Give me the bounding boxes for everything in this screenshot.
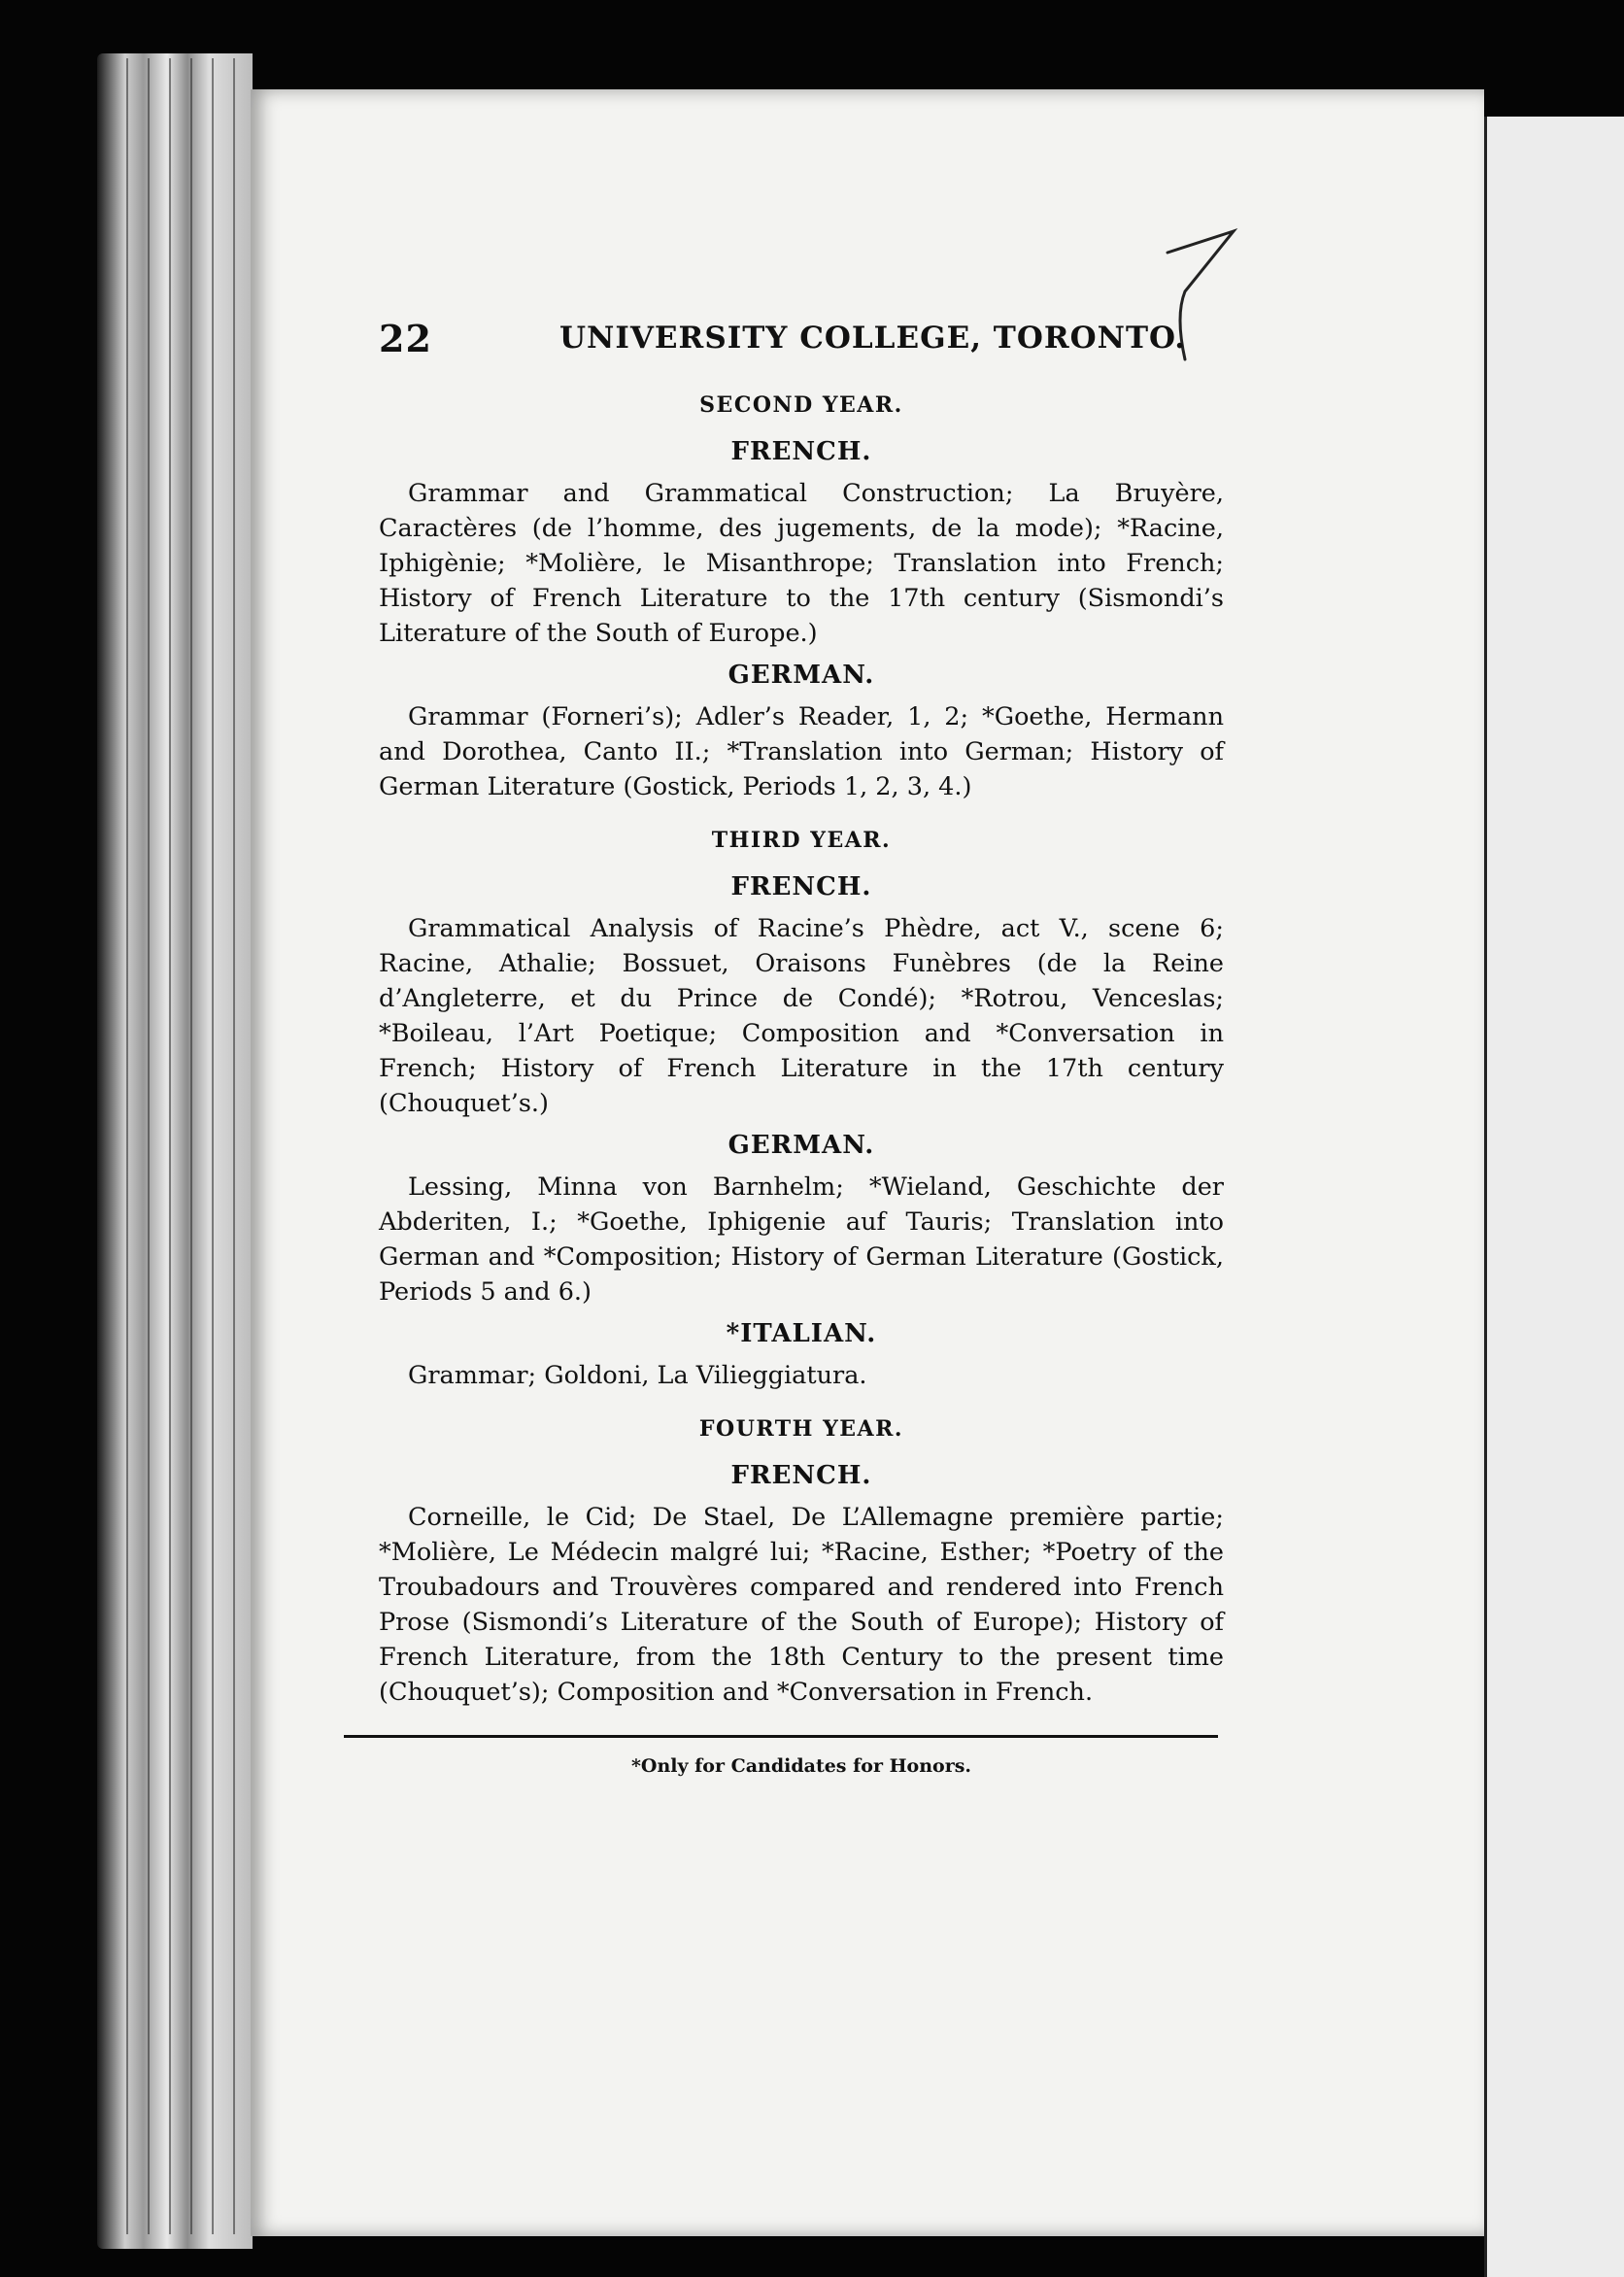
page-number: 22 [379,317,432,360]
document-text [379,311,1224,1777]
subject-heading: GERMAN. [727,661,875,690]
running-head [379,311,1224,369]
footnote-rule [344,1735,1218,1738]
subject-paragraph: Lessing, Minna von Barnhelm; *Wieland, Geschichte der Abderiten, I.; *Goethe, Iphigenie auf Tauris; Translation into German and *Composition; History of German Literature (Gostick, Periods 5 and 6.) [379,1172,1224,1307]
subject-heading: FRENCH. [730,872,872,901]
subject-paragraph: Grammatical Analysis of Racine’s Phèdre, act V., scene 6; Racine, Athalie; Bossuet, Oraisons Funèbres (de la Reine d’Angleterre, et du Prince de Condé); *Rotrou, Venceslas; *Boileau, l’Art Poetique; Composition and *Conversation in French; History of French Literature in the 17th century (Chouquet’s.) [379,914,1224,1118]
section-second-year [379,392,1224,804]
facing-page-strip [1484,117,1624,2277]
section-third-year [379,828,1224,1393]
section-fourth-year [379,1416,1224,1710]
page-edge-lines [126,58,243,2234]
subject-paragraph: Corneille, le Cid; De Stael, De L’Allemagne première partie; *Molière, Le Médecin malgré lui; *Racine, Esther; *Poetry of the Troubadours and Trouvères compared and rendered into French Prose (Sismondi’s Literature of the South of Europe); History of French Literature, from the 18th Century to the present time (Chouquet’s); Composition and *Conversation in French. [379,1503,1224,1707]
footnote: *Only for Candidates for Honors. [630,1755,972,1777]
running-title: UNIVERSITY COLLEGE, TORONTO. [559,321,1187,356]
subject-heading: *ITALIAN. [726,1319,877,1348]
year-heading: FOURTH YEAR. [698,1416,904,1442]
subject-paragraph: Grammar; Goldoni, La Vilieggiatura. [408,1361,867,1390]
subject-paragraph: Grammar (Forneri’s); Adler’s Reader, 1, 2; *Goethe, Hermann and Dorothea, Canto II.; *Translation into German; History of German Literature (Gostick, Periods 1, 2, 3, 4.) [379,702,1224,801]
subject-heading: GERMAN. [727,1131,875,1160]
subject-paragraph: Grammar and Grammatical Construction; La Bruyère, Caractères (de l’homme, des jugements, de la mode); *Racine, Iphigènie; *Molière, le Misanthrope; Translation into French; History of French Literature to the 17th century (Sismondi’s Literature of the South of Europe.) [379,479,1224,648]
year-heading: SECOND YEAR. [699,392,903,418]
year-heading: THIRD YEAR. [711,828,892,853]
subject-heading: FRENCH. [730,437,872,466]
subject-heading: FRENCH. [730,1461,872,1490]
